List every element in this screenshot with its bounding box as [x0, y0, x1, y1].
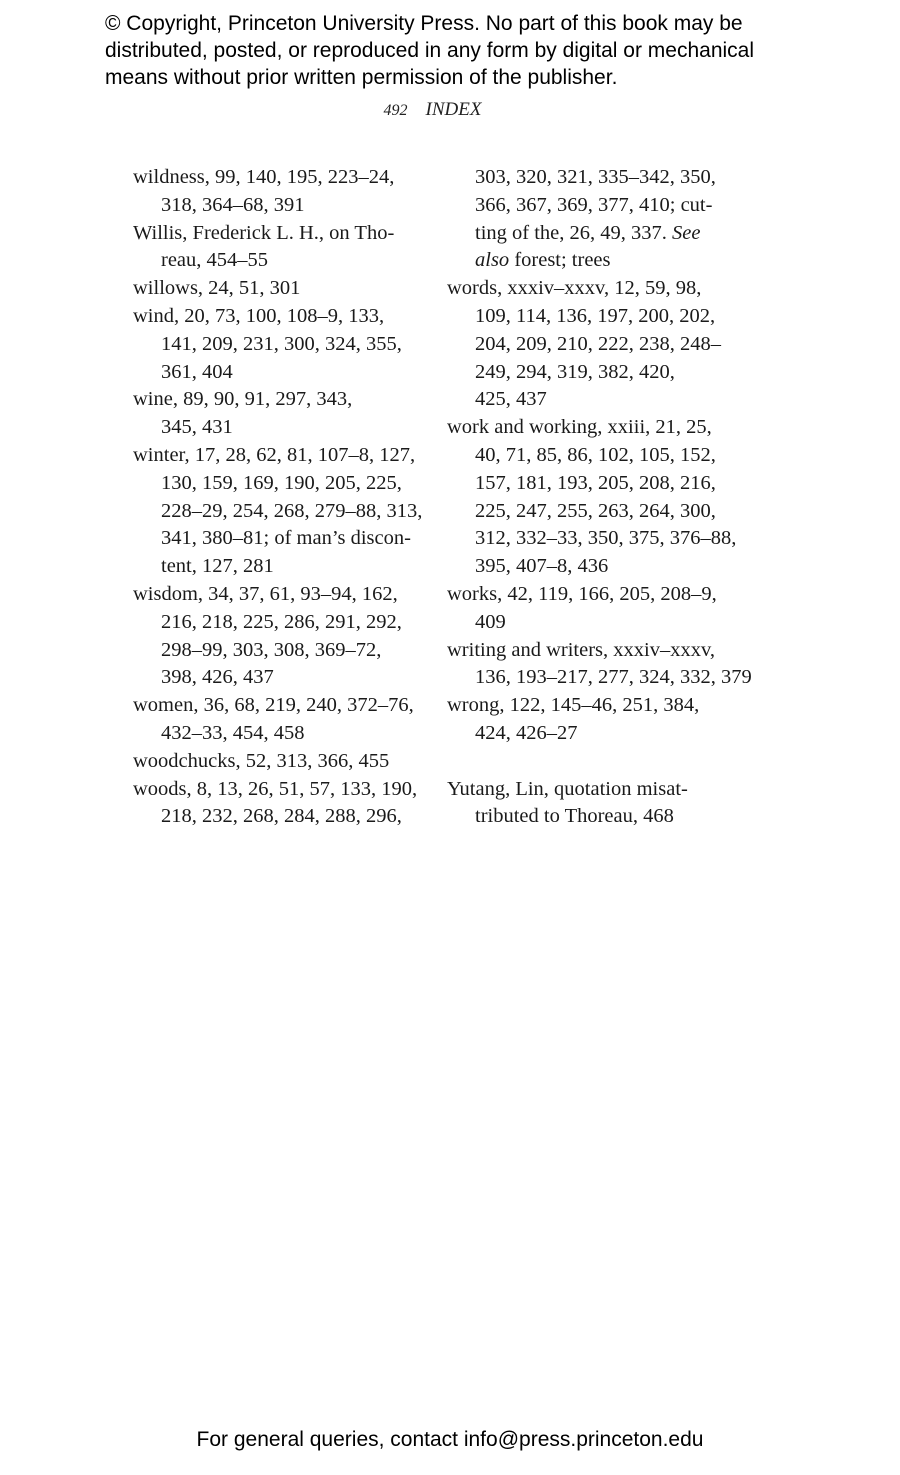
- index-entry-continuation: 345, 431: [161, 416, 233, 439]
- index-entry-continuation: 204, 209, 210, 222, 238, 248–: [475, 332, 721, 355]
- index-entry-line: works, 42, 119, 166, 205, 208–9,: [447, 582, 717, 605]
- index-column-left: [133, 164, 433, 831]
- footer-contact: For general queries, contact info@press.princeton.edu: [196, 1428, 704, 1451]
- copyright-line: © Copyright, Princeton University Press. No part of this book may be: [105, 12, 743, 35]
- index-entry-continuation: 312, 332–33, 350, 375, 376–88,: [475, 527, 737, 550]
- copyright-notice: [105, 10, 865, 91]
- index-entry-continuation: 361, 404: [161, 360, 233, 383]
- index-entry-line: woods, 8, 13, 26, 51, 57, 133, 190,: [133, 777, 418, 800]
- index-entry-continuation: 398, 426, 437: [161, 666, 274, 689]
- index-entry-continuation: 109, 114, 136, 197, 200, 202,: [475, 304, 716, 327]
- index-entry-line: wind, 20, 73, 100, 108–9, 133,: [133, 304, 385, 327]
- index-entry-continuation: 425, 437: [475, 388, 547, 411]
- index-column-right: [447, 164, 752, 831]
- page-number: 492: [383, 102, 408, 119]
- index-entry-line: work and working, xxiii, 21, 25,: [447, 416, 712, 439]
- index-entry-line: wisdom, 34, 37, 61, 93–94, 162,: [133, 582, 398, 605]
- index-entry-continuation: [447, 220, 747, 248]
- index-entry-continuation: 136, 193–217, 277, 324, 332, 379: [475, 666, 752, 689]
- index-entry-continuation: 432–33, 454, 458: [161, 721, 305, 744]
- index-entry-continuation: 216, 218, 225, 286, 291, 292,: [161, 610, 402, 633]
- index-entry-line: woodchucks, 52, 313, 366, 455: [133, 749, 390, 772]
- index-entry-continuation: 318, 364–68, 391: [161, 193, 305, 216]
- index-entry-continuation: 395, 407–8, 436: [475, 555, 609, 578]
- index-entry-line: wine, 89, 90, 91, 297, 343,: [133, 388, 353, 411]
- index-entry-line: wrong, 122, 145–46, 251, 384,: [447, 694, 700, 717]
- index-entry-continuation: 303, 320, 321, 335–342, 350,: [475, 166, 716, 188]
- cross-reference-label: also: [475, 249, 510, 272]
- running-head: [0, 99, 865, 121]
- index-entry-continuation: 141, 209, 231, 300, 324, 355,: [161, 332, 402, 355]
- index-text: ting of the, 26, 49, 337.: [475, 221, 667, 244]
- index-entry-continuation: 157, 181, 193, 205, 208, 216,: [475, 471, 716, 494]
- index-text: forest; trees: [514, 249, 611, 272]
- index-entry-continuation: 424, 426–27: [475, 721, 578, 744]
- index-entry-continuation: tributed to Thoreau, 468: [475, 805, 674, 828]
- index-entry-continuation: 218, 232, 268, 284, 288, 296,: [161, 805, 402, 828]
- index-entry-line: wildness, 99, 140, 195, 223–24,: [133, 166, 395, 188]
- index-entry-line: Willis, Frederick L. H., on Tho-: [133, 221, 395, 244]
- index-entry-continuation: 130, 159, 169, 190, 205, 225,: [161, 471, 402, 494]
- section-title: INDEX: [425, 99, 482, 120]
- index-entry-continuation: 225, 247, 255, 263, 264, 300,: [475, 499, 716, 522]
- index-entry-line: Yutang, Lin, quotation misat-: [447, 777, 688, 800]
- copyright-line: means without prior written permission of the publisher.: [105, 66, 618, 89]
- index-entry-continuation: 366, 367, 369, 377, 410; cut-: [475, 193, 713, 216]
- index-entry-continuation: 409: [475, 610, 506, 633]
- index-entry-continuation: reau, 454–55: [161, 249, 269, 272]
- copyright-line: distributed, posted, or reproduced in any form by digital or mechanical: [105, 39, 755, 62]
- index-entry-line: willows, 24, 51, 301: [133, 277, 301, 300]
- index-entry-continuation: 249, 294, 319, 382, 420,: [475, 360, 675, 383]
- index-entry-continuation: 40, 71, 85, 86, 102, 105, 152,: [475, 443, 716, 466]
- index-entry-continuation: tent, 127, 281: [161, 555, 274, 578]
- index-entry-continuation: [447, 247, 747, 275]
- index-entry-line: writing and writers, xxxiv–xxxv,: [447, 638, 715, 661]
- index-entry-line: words, xxxiv–xxxv, 12, 59, 98,: [447, 277, 702, 300]
- cross-reference-label: See: [672, 221, 701, 244]
- index-entry-continuation: 341, 380–81; of man’s discon-: [161, 527, 411, 550]
- index-entry-continuation: 228–29, 254, 268, 279–88, 313,: [161, 499, 423, 522]
- index-entry-line: winter, 17, 28, 62, 81, 107–8, 127,: [133, 443, 416, 466]
- index-entry-line: women, 36, 68, 219, 240, 372–76,: [133, 694, 414, 717]
- index-entry-continuation: 298–99, 303, 308, 369–72,: [161, 638, 382, 661]
- section-gap: [447, 748, 747, 776]
